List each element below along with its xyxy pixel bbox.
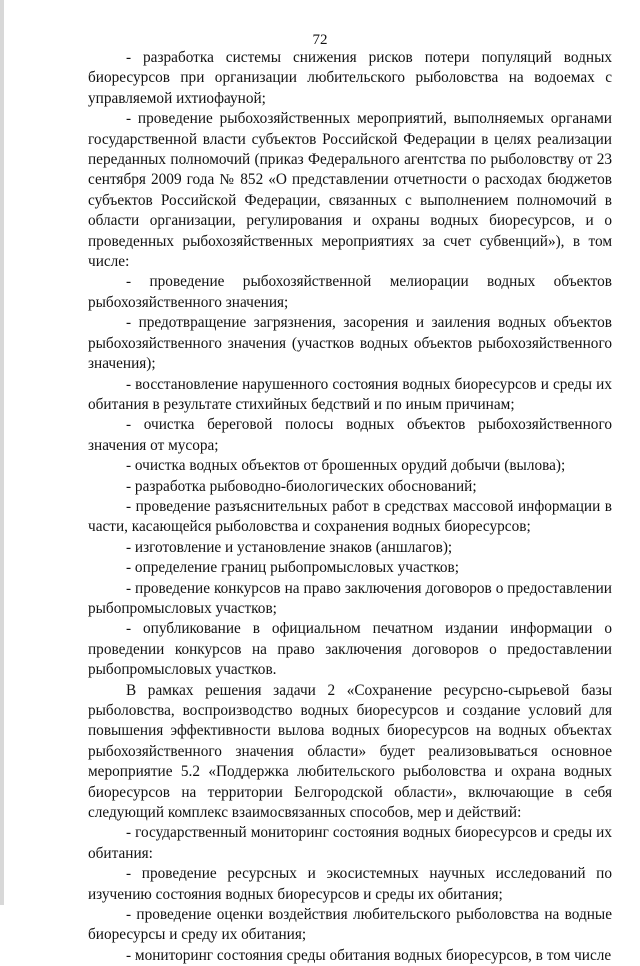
paragraph: В рамках решения задачи 2 «Сохранение ресурсно-сырьевой базы рыболовства, воспроизводство водных биоресурсов и создание условий для повышения эффективности вылова водных биоресурсов на водных объектах рыбохозяйственного значения области» будет реализовываться основное мероприятие 5.2 «Поддержка любительского рыболовства и охрана водных биоресурсов на территории Белгородской области», включающие в себя следующий комплекс взаимосвязанных способов, мер и действий: [88, 681, 612, 822]
paragraph: - разработка системы снижения рисков потери популяций водных биоресурсов при организации любительского рыболовства на водоемах с управляемой ихтиофауной; [88, 49, 612, 107]
paragraph: - очистка водных объектов от брошенных орудий добычи (вылова); [126, 457, 566, 475]
paragraph: - определение границ рыбопромысловых участков; [126, 559, 459, 577]
paragraph: - государственный мониторинг состояния водных биоресурсов и среды их обитания: [88, 824, 612, 862]
paragraph: - проведение рыбохозяйственной мелиорации водных объектов рыбохозяйственного значения; [88, 273, 612, 311]
paragraph: - мониторинг состояния среды обитания водных биоресурсов, в том числе [126, 946, 612, 964]
paragraph: - проведение ресурсных и экосистемных научных исследований по изучению состояния водных биоресурсов и среды их обитания; [88, 865, 612, 903]
paragraph: - опубликование в официальном печатном издании информации о проведении конкурсов на право заключения договоров о предоставлении рыбопромысловых участков. [88, 620, 612, 679]
paragraph: - восстановление нарушенного состояния водных биоресурсов и среды их обитания в результате стихийных бедствий и по иным причинам; [88, 375, 612, 413]
paragraph: - предотвращение загрязнения, засорения и заиления водных объектов рыбохозяйственного значения (участков водных объектов рыбохозяйственного значения); [88, 314, 612, 373]
paragraph: - изготовление и установление знаков (аншлагов); [126, 538, 453, 556]
paragraph: - разработка рыбоводно-биологических обоснований; [126, 477, 477, 495]
page-edge [0, 0, 4, 905]
paragraph: - проведение рыбохозяйственных мероприятий, выполняемых органами государственной власти субъектов Российской Федерации в целях реализации переданных полномочий (приказ Федерального агентства по рыболовству от 23 сентября 2009 года № 852 «О представлении отчетности о расходах бюджетов субъектов Российской Федерации, связанных с выполнением полномочий в области организации, регулирования и охраны водных биоресурсов, и о проведенных рыбохозяйственных мероприятиях за счет субвенций»), в том числе: [88, 110, 612, 271]
paragraph: - проведение оценки воздействия любительского рыболовства на водные биоресурсы и среду их обитания; [88, 906, 612, 944]
document-body [88, 48, 612, 966]
page-number: 72 [312, 32, 328, 48]
paragraph: - проведение конкурсов на право заключения договоров о предоставлении рыбопромысловых участков; [88, 579, 612, 617]
paragraph: - очистка береговой полосы водных объектов рыбохозяйственного значения от мусора; [88, 416, 612, 454]
paragraph: - проведение разъяснительных работ в средствах массовой информации в части, касающейся рыболовства и сохранения водных биоресурсов; [88, 497, 612, 536]
